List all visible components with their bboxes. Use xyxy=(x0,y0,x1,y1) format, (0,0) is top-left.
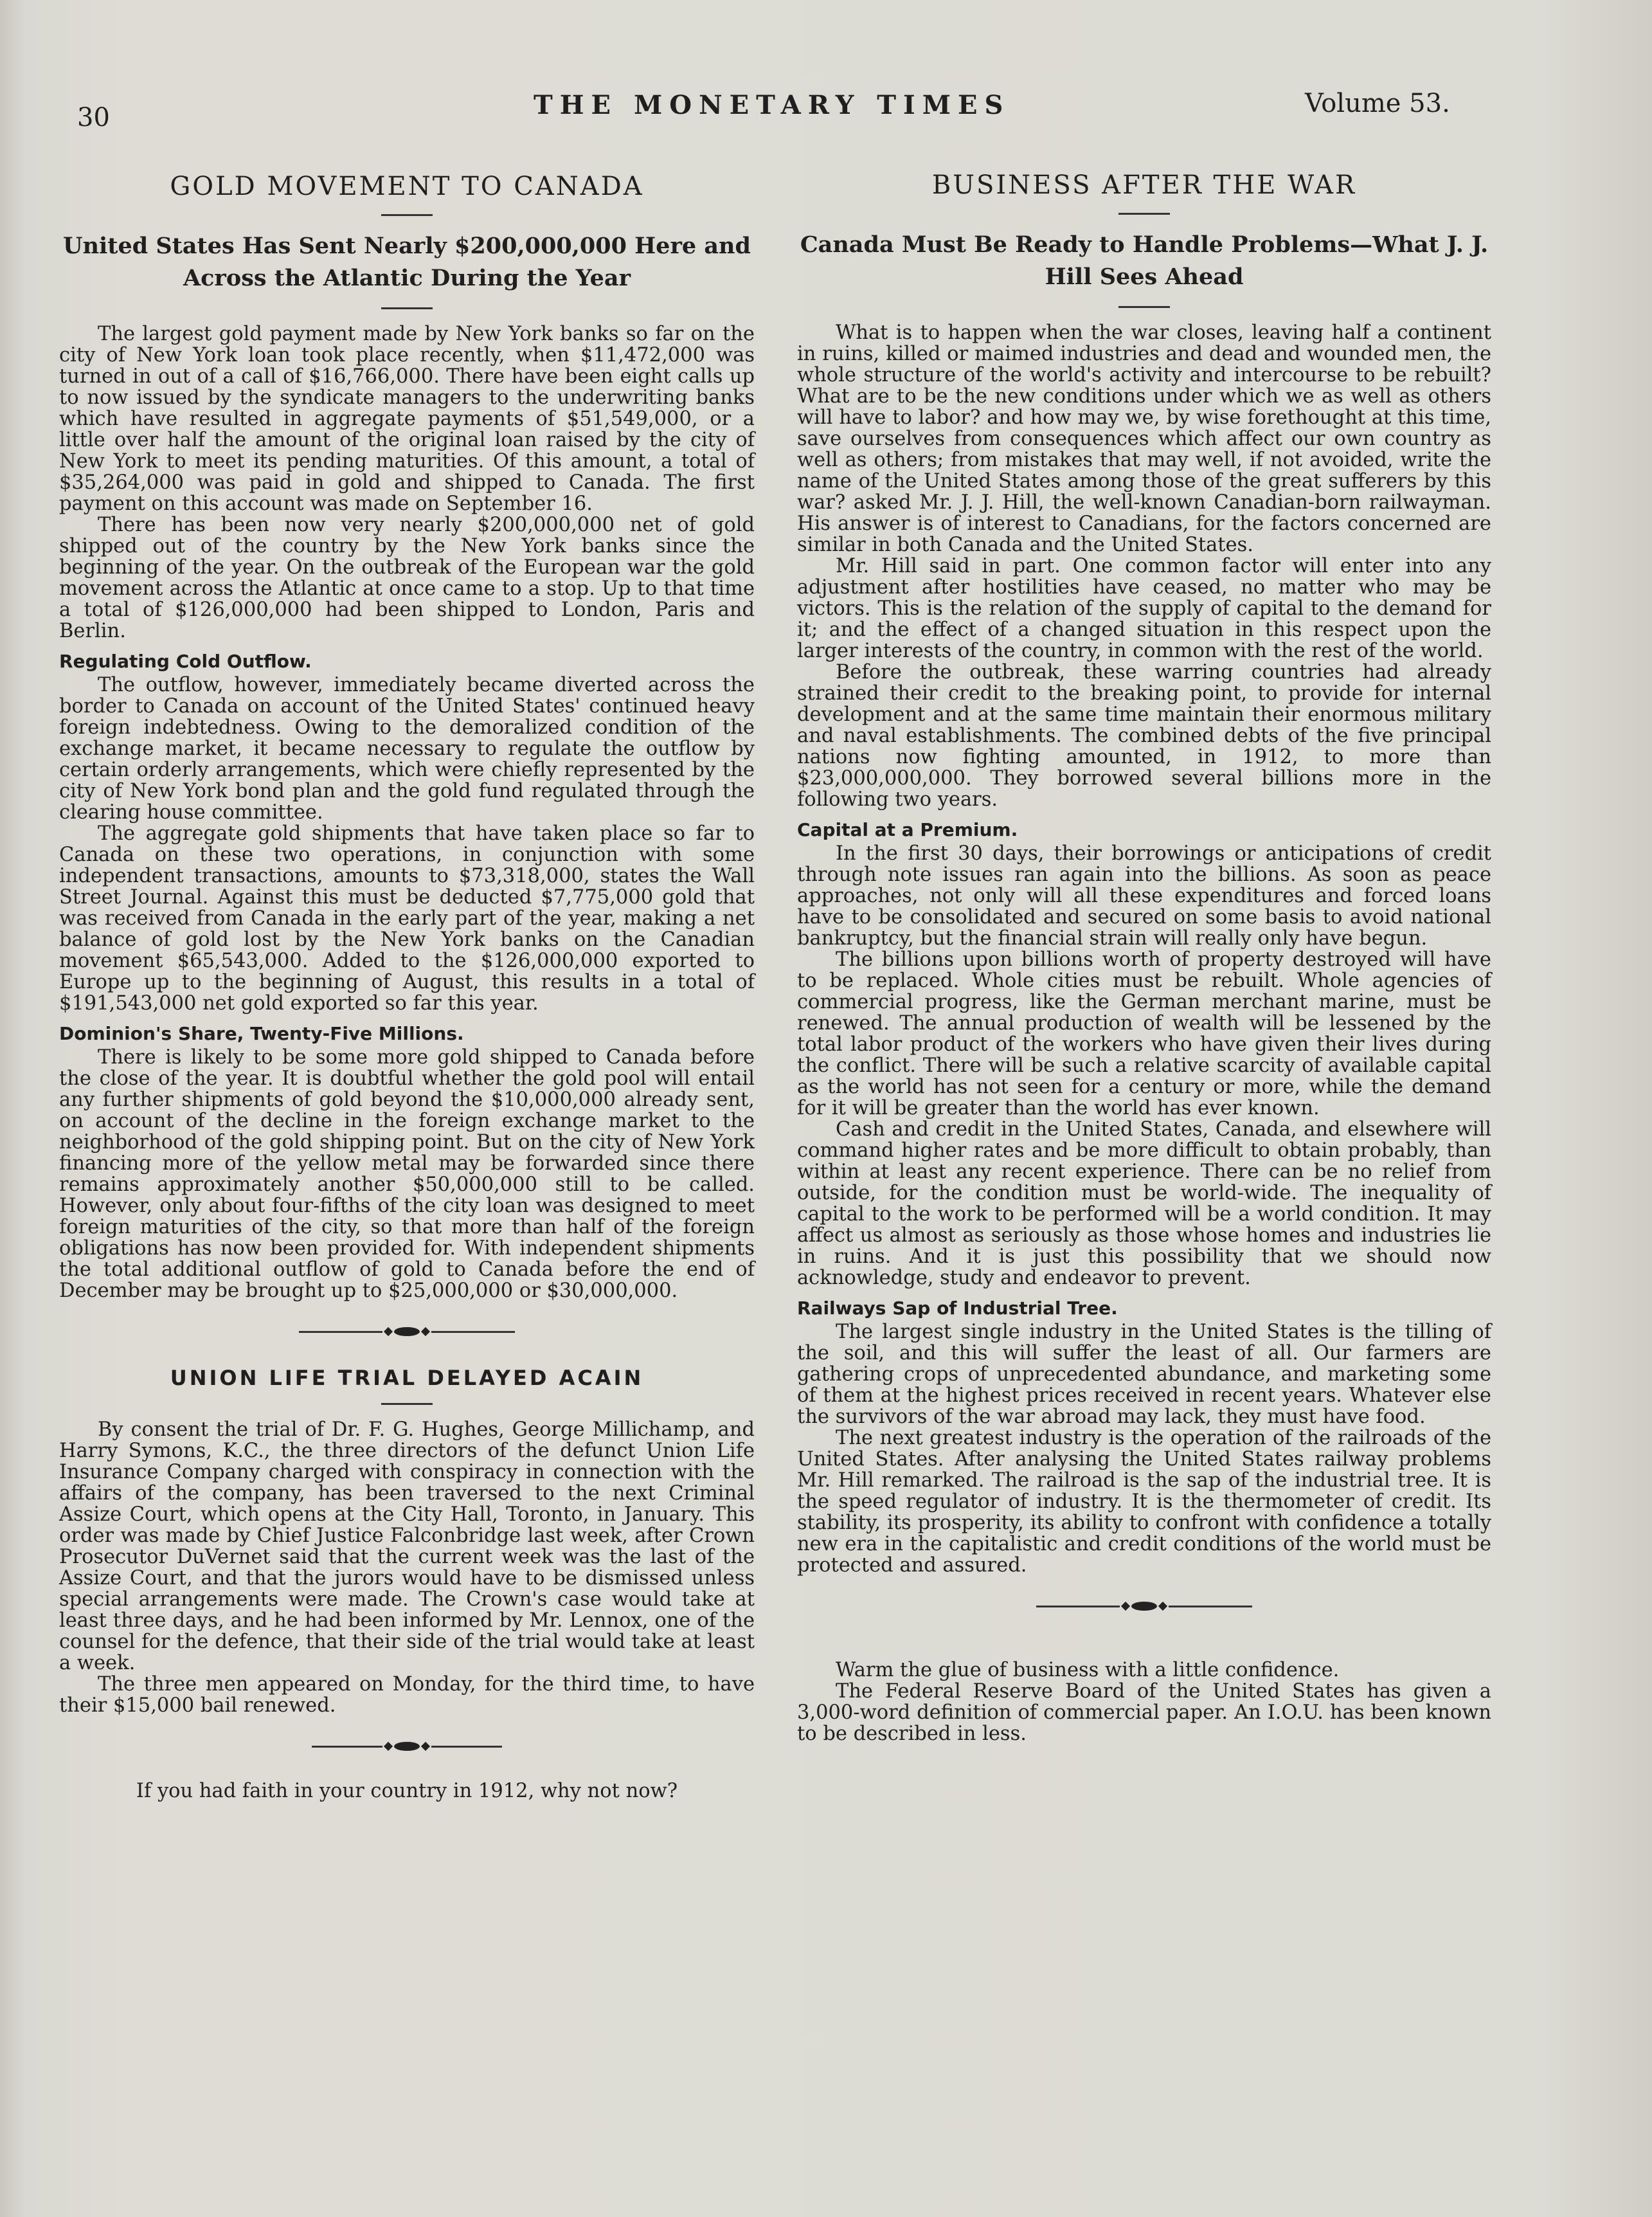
article-union-life xyxy=(59,1366,755,1716)
paragraph: Mr. Hill said in part. One common factor will enter into any adjustment after hostilities have ceased, no matter who may be victors. This is the relation of the supply of capital to the demand for it; and the effect of a changed situation in this respect upon the larger interests of the country, in common with the rest of the world. xyxy=(797,555,1491,662)
ornament-divider xyxy=(797,1602,1491,1611)
subtitle-rule xyxy=(381,307,433,309)
article-subtitle: United States Has Sent Nearly $200,000,000 Here and Across the Atlantic During the Year xyxy=(63,233,751,291)
paragraph: Before the outbreak, these warring countries had already strained their credit to the breaking point, to provide for internal development and at the same time maintain their enormous military and naval establishments. The combined debts of the five principal nations now fighting amounted, in 1912, to more than $23,000,000,000. They borrowed several billions more in the following two years. xyxy=(797,661,1491,811)
left-column xyxy=(59,164,755,1802)
section-heading: Capital at a Premium. xyxy=(797,819,1018,840)
title-rule xyxy=(381,214,433,216)
section-heading: Dominion's Share, Twenty-Five Millions. xyxy=(59,1023,464,1044)
paragraph: The largest gold payment made by New York banks so far on the city of New York loan took place recently, when $11,472,000 was turned in out of a call of $16,766,000. There have been eight calls up to now issued by the syndicate managers to the underwriting banks which have resulted in aggregate payments of $51,549,000, or a little over half the amount of the original loan raised by the city of New York to meet its pending maturities. Of this amount, a total of $35,264,000 was paid in gold and shipped to Canada. The first payment on this account was made on September 16. xyxy=(59,323,755,515)
title-rule xyxy=(381,1403,433,1405)
paragraph: What is to happen when the war closes, leaving half a continent in ruins, killed or maimed industries and dead and wounded men, the whole structure of the world's activity and intercourse to be rebuilt? What are to be the new conditions under which we as well as others will have to labor? and how may we, by wise forethought at this time, save ourselves from consequences which affect our own country as well as others; from mistakes that may well, if not avoided, write the name of the United States among those of the great sufferers by this war? asked Mr. J. J. Hill, the well-known Canadian-born railwayman. His answer is of interest to Canadians, for the factors concerned are similar in both Canada and the United States. xyxy=(797,321,1491,556)
paragraph: There is likely to be some more gold shipped to Canada before the close of the year. It is doubtful whether the gold pool will entail any further shipments of gold beyond the $10,000,000 already sent, on account of the decline in the foreign exchange market to the neighborhood of the gold shipping point. But on the city of New York financing more of the yellow metal may be forwarded since there remains approximately another $50,000,000 still to be called. However, only about four-fifths of the city loan was designed to meet foreign maturities of the city, so that more than half of the foreign obligations has now been provided for. With independent shipments the total additional outflow of gold to Canada before the end of December may be brought up to $25,000,000 or $30,000,000. xyxy=(59,1046,755,1302)
article-title: GOLD MOVEMENT TO CANADA xyxy=(170,172,644,201)
filler-paragraph: The Federal Reserve Board of the United States has given a 3,000-word definition of commercial paper. An I.O.U. has been known to be described in less. xyxy=(797,1680,1491,1745)
publication-title: THE MONETARY TIMES xyxy=(534,90,1010,120)
page-number: 30 xyxy=(77,103,110,132)
paragraph: The aggregate gold shipments that have taken place so far to Canada on these two operations, in conjunction with some independent transactions, amounts to $73,318,000, states the Wall Street Journal. Against this must be deducted $7,775,000 gold that was received from Canada in the early part of the year, making a net balance of gold lost by the New York banks on the Canadian movement $65,543,000. Added to the $126,000,000 exported to Europe up to the beginning of August, this results in a total of $191,543,000 net gold exported so far this year. xyxy=(59,822,755,1015)
paragraph: Cash and credit in the United States, Canada, and elsewhere will command higher rates and be more difficult to obtain probably, than within at least any recent experience. There can be no relief from outside, for the condition must be world-wide. The inequality of capital to the work to be performed will be a world condition. It may affect us almost as seriously as those whose homes and industries lie in ruins. And it is just this possibility that we should now acknowledge, study and endeavor to prevent. xyxy=(797,1118,1491,1289)
volume-label: Volume 53. xyxy=(1305,89,1450,118)
article-business-after-war xyxy=(797,170,1491,1576)
ornament-divider xyxy=(59,1742,755,1751)
ornament-divider xyxy=(59,1327,755,1336)
paragraph: The billions upon billions worth of property destroyed will have to be replaced. Whole cities must be rebuilt. Whole agencies of commercial progress, like the German merchant marine, must be renewed. The annual production of wealth will be lessened by the total labor product of the workers who have given their lives during the conflict. There will be such a relative scarcity of available capital as the world has not seen for a century or more, while the demand for it will be greater than the world has ever known. xyxy=(797,948,1491,1119)
paragraph: The three men appeared on Monday, for the third time, to have their $15,000 bail renewed. xyxy=(59,1673,755,1717)
paragraph: The outflow, however, immediately became diverted across the border to Canada on account of the United States' continued heavy foreign indebtedness. Owing to the demoralized condition of the exchange market, it became necessary to regulate the outflow by certain orderly arrangements, which were chiefly represented by the city of New York bond plan and the gold fund regulated through the clearing house committee. xyxy=(59,674,755,824)
article-title: UNION LIFE TRIAL DELAYED ACAIN xyxy=(170,1366,644,1390)
paragraph: There has been now very nearly $200,000,000 net of gold shipped out of the country by the New York banks since the beginning of the year. On the outbreak of the European war the gold movement across the Atlantic at once came to a stop. Up to that time a total of $126,000,000 had been shipped to London, Paris and Berlin. xyxy=(59,514,755,642)
paragraph: By consent the trial of Dr. F. G. Hughes, George Millichamp, and Harry Symons, K.C., the three directors of the defunct Union Life Insurance Company charged with conspiracy in connection with the affairs of the company, has been traversed to the next Criminal Assize Court, which opens at the City Hall, Toronto, in January. This order was made by Chief Justice Falconbridge last week, after Crown Prosecutor DuVernet said that the current week was the last of the Assize Court, and that the jurors would have to be dismissed unless special arrangements were made. The Crown's case would take at least three days, and he had been informed by Mr. Lennox, one of the counsel for the defence, that their side of the trial would take at least a week. xyxy=(59,1418,755,1674)
article-title: BUSINESS AFTER THE WAR xyxy=(931,170,1357,200)
closing-line: If you had faith in your country in 1912, why not now? xyxy=(136,1780,678,1802)
paragraph: In the first 30 days, their borrowings or anticipations of credit through note issues ran again into the billions. As soon as peace approaches, not only will all these expenditures and forced loans have to be consolidated and secured on some basis to avoid national bankruptcy, but the financial strain will really only have begun. xyxy=(797,842,1491,950)
paragraph: The next greatest industry is the operation of the railroads of the United States. After analysing the United States railway problems Mr. Hill remarked. The railroad is the sap of the industrial tree. It is the speed regulator of industry. It is the thermometer of credit. Its stability, its prosperity, its ability to confront with confidence a totally new era in the capitalistic and credit conditions of the world must be protected and assured. xyxy=(797,1427,1491,1577)
section-heading: Regulating Cold Outflow. xyxy=(59,651,312,672)
article-gold-movement xyxy=(59,172,755,1301)
title-rule xyxy=(1118,213,1170,215)
right-column xyxy=(797,164,1491,1744)
subtitle-rule xyxy=(1118,306,1170,308)
filler-paragraph: Warm the glue of business with a little confidence. xyxy=(836,1659,1340,1681)
section-heading: Railways Sap of Industrial Tree. xyxy=(797,1298,1118,1319)
paragraph: The largest single industry in the United States is the tilling of the soil, and this will suffer the least of all. Our farmers are gathering crops of unprecedented abundance, and marketing some of them at the highest prices received in recent years. Whatever else the survivors of the war abroad may lack, they must have food. xyxy=(797,1321,1491,1428)
article-subtitle: Canada Must Be Ready to Handle Problems—What J. J. Hill Sees Ahead xyxy=(800,231,1489,290)
